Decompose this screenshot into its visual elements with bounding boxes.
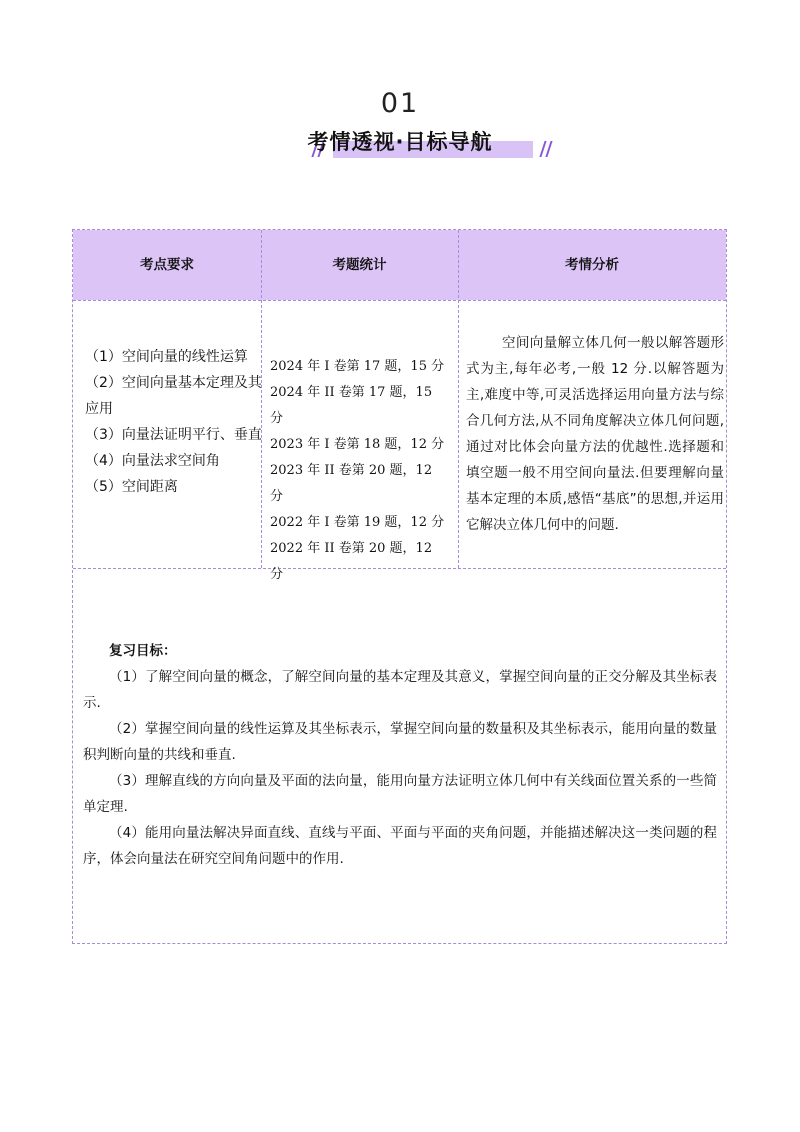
statistics-list	[270, 354, 445, 588]
section-title: 考情透视·目标导航	[307, 130, 493, 154]
goal-item: （3）理解直线的方向向量及平面的法向量，能用向量方法证明立体几何中有关线面位置关系的一些简单定理.	[83, 773, 717, 815]
goal-item: （1）了解空间向量的概念，了解空间向量的基本定理及其意义，掌握空间向量的正交分解及其坐标表示.	[83, 669, 717, 711]
list-item: 2024 年 I 卷第 17 题，15 分	[270, 359, 445, 374]
header-requirements: 考点要求	[140, 257, 194, 273]
list-item: （2）空间向量基本定理及其应用	[85, 375, 262, 417]
list-item: 2023 年 I 卷第 18 题，12 分	[270, 437, 445, 452]
list-item: 2024 年 II 卷第 17 题，15 分	[270, 385, 433, 426]
list-item: （4）向量法求空间角	[85, 453, 220, 469]
list-item: （1）空间向量的线性运算	[85, 349, 248, 365]
requirements-list	[85, 344, 265, 500]
section-number: 01	[380, 88, 420, 119]
row-divider	[73, 300, 726, 301]
list-item: 2022 年 II 卷第 20 题，12 分	[270, 541, 433, 582]
goal-item: （4）能用向量法解决异面直线、直线与平面、平面与平面的夹角问题，并能描述解决这一类问题的程序，体会向量法在研究空间角问题中的作用.	[83, 825, 717, 867]
header-analysis: 考情分析	[565, 257, 619, 273]
header-statistics: 考题统计	[332, 257, 387, 273]
list-item: （3）向量法证明平行、垂直	[85, 427, 262, 443]
goals-heading: 复习目标：	[109, 643, 177, 659]
exam-analysis-table	[72, 229, 727, 944]
list-item: 2022 年 I 卷第 19 题，12 分	[270, 515, 445, 530]
list-item: （5）空间距离	[85, 479, 178, 495]
review-goals	[83, 638, 717, 872]
list-item: 2023 年 II 卷第 20 题，12 分	[270, 463, 433, 504]
table-header-row	[73, 230, 726, 300]
column-divider	[458, 230, 459, 568]
analysis-paragraph: 空间向量解立体几何一般以解答题形式为主,每年必考,一般 12 分.以解答题为主,难度中等,可灵活选择运用向量方法与综合几何方法,从不同角度解决立体几何问题,通过对比体会向量方法的优越性.选择题和填空题一般不用空间向量法.但要理解向量基本定理的本质,感悟“基底”的思想,并运用它解决立体几何中的问题.	[466, 335, 724, 533]
goal-item: （2）掌握空间向量的线性运算及其坐标表示，掌握空间向量的数量积及其坐标表示，能用向量的数量积判断向量的共线和垂直.	[83, 721, 717, 763]
